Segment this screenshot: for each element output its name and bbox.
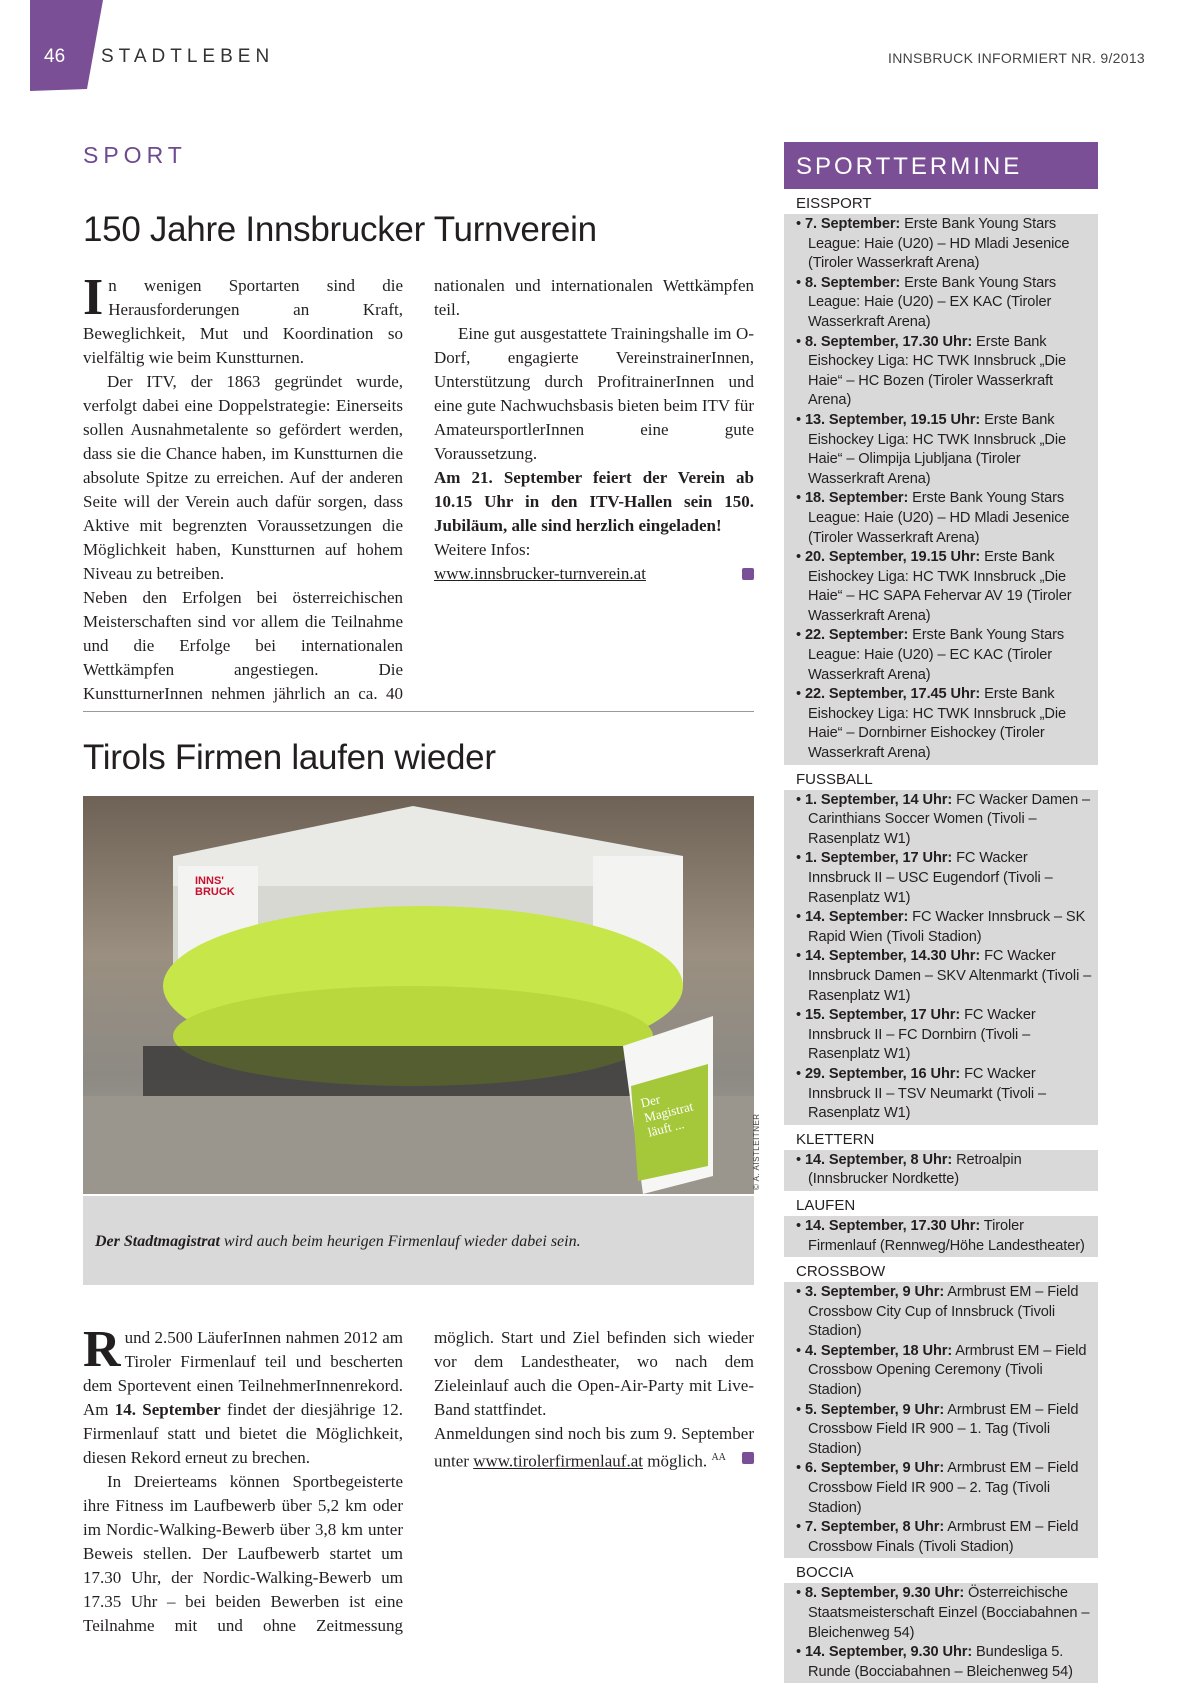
event-description: FC Wacker Innsbruck II – TSV Neumarkt (Tivoli – Rasenplatz W1) — [808, 1065, 1046, 1122]
paragraph-bold: Am 21. September feiert der Verein ab 10.15 Uhr in den ITV-Hallen sein 150. Jubiläum, alle sind herzlich eingeladen! — [434, 468, 754, 535]
bold-date: 14. September — [114, 1400, 221, 1419]
event-item: • 8. September, 9.30 Uhr: Österreichische Staatsmeisterschaft Einzel (Bocciabahnen – Bleichenweg 54) — [796, 1585, 1090, 1641]
event-item: • 1. September, 14 Uhr: FC Wacker Damen – Carinthians Soccer Women (Tivoli – Rasenplatz W1) — [796, 791, 1091, 847]
photo-sign-magistrat: Der Magistrat läuft ... — [639, 1091, 695, 1140]
event-item: • 7. September: Erste Bank Young Stars League: Haie (U20) – HD Mladi Jesenice (Tiroler Wasserkraft Arena) — [796, 216, 1070, 272]
paragraph: möglich. — [642, 1451, 708, 1471]
event-description: FC Wacker Innsbruck II – USC Eugendorf (Tivoli – Rasenplatz W1) — [808, 850, 1053, 906]
drop-cap: R — [83, 1321, 121, 1378]
photo-caption — [83, 1196, 754, 1285]
event-description: Erste Bank Young Stars League: Haie (U20) – HD Mladi Jesenice (Tiroler Wasserkraft Arena) — [808, 490, 1070, 546]
event-item: • 14. September, 8 Uhr: Retroalpin (Innsbrucker Nordkette) — [796, 1151, 1022, 1188]
event-date: 7. September, 8 Uhr: — [804, 1519, 945, 1536]
event-date: 15. September, 17 Uhr: — [804, 1007, 961, 1024]
event-date: 22. September: — [804, 627, 909, 644]
event-description: Armbrust EM – Field Crossbow Field IR 900 – 1. Tag (Tivoli Stadion) — [808, 1401, 1079, 1457]
event-date: 20. September, 19.15 Uhr: — [804, 549, 981, 566]
photo-sign-innsbruck: INNS' BRUCK — [195, 875, 235, 898]
event-date: 14. September, 17.30 Uhr: — [804, 1217, 981, 1234]
photo-credit: © A. AISTLEITNER — [752, 1113, 761, 1190]
event-date: 6. September, 9 Uhr: — [804, 1460, 945, 1477]
event-date: 7. September: — [804, 216, 901, 232]
event-item: • 1. September, 17 Uhr: FC Wacker Innsbruck II – USC Eugendorf (Tivoli – Rasenplatz W1) — [796, 850, 1053, 906]
divider — [83, 711, 754, 712]
category-heading: CROSSBOW — [796, 1263, 886, 1281]
paragraph: Anmeldungen sind noch bis zum 9. September unter — [434, 1424, 754, 1471]
event-description: Erste Bank Young Stars League: Haie (U20) – HD Mladi Jesenice (Tiroler Wasserkraft Arena) — [808, 216, 1070, 272]
event-description: FC Wacker Damen – Carinthians Soccer Women (Tivoli – Rasenplatz W1) — [808, 791, 1091, 847]
end-mark-icon — [742, 568, 754, 580]
event-description: Erste Bank Young Stars League: Haie (U20) – EX KAC (Tiroler Wasserkraft Arena) — [808, 274, 1057, 330]
event-description: Erste Bank Eishockey Liga: HC TWK Innsbruck „Die Haie“ – Dornbirner Eishockey (Tiroler Wasserkraft Arena) — [808, 686, 1066, 762]
paragraph: In Dreierteams können Sportbegeisterte ihre Fitness im Laufbewerb über 5,2 km oder im Nordic-Walking-Bewerb über 3,8 km unter Beweis stellen. Der Laufbewerb startet um 17.30 Uhr, der Nordic-Walking-Bewerb um 17.35 Uhr – bei beiden Bewerben ist eine Teilnahme mit und ohne Zeitmessung möglich. Start und Ziel befinden sich wieder vor dem Landestheater, wo nach dem Zieleinlauf auch die Open-Air-Party mit Live-Band stattfindet. — [83, 1328, 754, 1635]
event-description: Erste Bank Eishockey Liga: HC TWK Innsbruck „Die Haie“ – HC SAPA Fehervar AV 19 (Tiroler Wasserkraft Arena) — [808, 549, 1072, 624]
event-item: • 3. September, 9 Uhr: Armbrust EM – Field Crossbow City Cup of Innsbruck (Tivoli Stadion) — [796, 1284, 1079, 1340]
event-item: • 8. September, 17.30 Uhr: Erste Bank Eishockey Liga: HC TWK Innsbruck „Die Haie“ – HC Bozen (Tiroler Wasserkraft Arena) — [796, 333, 1066, 409]
paragraph: findet der diesjährige 12. Firmenlauf statt und bietet die Möglichkeit, diesen Rekord erneut zu brechen. — [83, 1400, 403, 1467]
category-heading: BOCCIA — [796, 1564, 854, 1582]
paragraph: und 2.500 LäuferInnen nahmen 2012 am Tiroler Firmenlauf teil und bescherten dem Sportevent einen TeilnehmerInnenrekord. Am — [83, 1328, 403, 1419]
event-date: 18. September: — [804, 490, 909, 507]
event-date: 14. September: — [804, 909, 909, 926]
event-item: • 7. September, 8 Uhr: Armbrust EM – Field Crossbow Finals (Tivoli Stadion) — [796, 1519, 1079, 1555]
author-initials: AA — [711, 1452, 726, 1463]
event-description: FC Wacker Innsbruck – SK Rapid Wien (Tivoli Stadion) — [808, 909, 1086, 945]
event-item: • 20. September, 19.15 Uhr: Erste Bank Eishockey Liga: HC TWK Innsbruck „Die Haie“ – HC SAPA Fehervar AV 19 (Tiroler Wasserkraft Arena) — [796, 549, 1072, 624]
paragraph: Neben den Erfolgen bei österreichischen Meisterschaften sind vor allem die Teilnahme und die Erfolge bei internationalen Wettkämpfen angestiegen. Die KunstturnerInnen nehmen jährlich an ca. 40 nationalen und internationalen Wettkämpfen teil. — [83, 276, 754, 703]
issue-label: INNSBRUCK INFORMIERT NR. 9/2013 — [888, 50, 1145, 66]
sport-events-sidebar — [784, 142, 1098, 1683]
paragraph: Eine gut ausgestattete Trainingshalle im O-Dorf, engagierte VereinstrainerInnen, Unterstützung durch ProfitrainerInnen und eine gute Nachwuchsbasis bieten beim ITV für AmateursportlerInnen eine gute Voraussetzung. — [434, 324, 754, 463]
event-date: 14. September, 14.30 Uhr: — [804, 948, 981, 965]
paragraph: Weitere Infos: — [434, 540, 531, 559]
event-item: • 8. September: Erste Bank Young Stars League: Haie (U20) – EX KAC (Tiroler Wasserkraft Arena) — [796, 274, 1057, 330]
event-description: Bundesliga 5. Runde (Bocciabahnen – Bleichenweg 54) — [808, 1644, 1073, 1680]
event-item: • 22. September: Erste Bank Young Stars League: Haie (U20) – EC KAC (Tiroler Wasserkraft Arena) — [796, 627, 1065, 683]
caption-bold: Der Stadtmagistrat — [95, 1233, 220, 1250]
event-date: 4. September, 18 Uhr: — [804, 1342, 953, 1359]
event-description: Tiroler Firmenlauf (Rennweg/Höhe Landestheater) — [808, 1217, 1085, 1254]
event-date: 5. September, 9 Uhr: — [804, 1401, 945, 1418]
category-heading: LAUFEN — [796, 1196, 856, 1214]
section-label: STADTLEBEN — [101, 46, 275, 67]
category-heading: EISSPORT — [796, 195, 872, 212]
kicker: SPORT — [83, 142, 187, 168]
event-date: 14. September, 9.30 Uhr: — [804, 1644, 973, 1661]
event-description: Erste Bank Eishockey Liga: HC TWK Innsbruck „Die Haie“ – Olimpija Ljubljana (Tiroler Wasserkraft Arena) — [808, 411, 1066, 487]
turnverein-link[interactable]: www.innsbrucker-turnverein.at — [434, 564, 646, 583]
article-body — [83, 269, 754, 706]
event-description: FC Wacker Innsbruck Damen – SKV Altenmarkt (Tivoli – Rasenplatz W1) — [808, 948, 1092, 1004]
event-description: Armbrust EM – Field Crossbow City Cup of Innsbruck (Tivoli Stadion) — [808, 1284, 1079, 1340]
event-date: 13. September, 19.15 Uhr: — [804, 411, 981, 428]
article-body — [83, 1321, 754, 1638]
firmenlauf-link[interactable]: www.tirolerfirmenlauf.at — [473, 1451, 643, 1471]
group-photo — [83, 796, 754, 1194]
event-date: 1. September, 14 Uhr: — [804, 791, 953, 808]
event-item: • 29. September, 16 Uhr: FC Wacker Innsbruck II – TSV Neumarkt (Tivoli – Rasenplatz W1) — [796, 1065, 1046, 1122]
event-item: • 22. September, 17.45 Uhr: Erste Bank Eishockey Liga: HC TWK Innsbruck „Die Haie“ – Dornbirner Eishockey (Tiroler Wasserkraft Arena) — [796, 686, 1066, 762]
event-item: • 4. September, 18 Uhr: Armbrust EM – Field Crossbow Opening Ceremony (Tivoli Stadion) — [796, 1342, 1087, 1399]
event-date: 8. September, 17.30 Uhr: — [804, 333, 973, 350]
sidebar-title: SPORTTERMINE — [784, 142, 1098, 189]
caption-text: wird auch beim heurigen Firmenlauf wieder dabei sein. — [219, 1233, 581, 1250]
event-list — [784, 1583, 1098, 1683]
event-list — [784, 1282, 1098, 1558]
event-list — [784, 1150, 1098, 1191]
event-item: • 15. September, 17 Uhr: FC Wacker Innsbruck II – FC Dornbirn (Tivoli – Rasenplatz W1) — [796, 1007, 1036, 1063]
paragraph: Der ITV, der 1863 gegründet wurde, verfolgt dabei eine Doppelstrategie: Einerseits sollen Ausnahmetalente so gefördert werden, dass sie die Chance haben, im Kunstturnen die absolute Spitze zu erreichen. Auf der anderen Seite will der Verein auch dafür sorgen, dass Aktive mit begrenzten Voraussetzungen die Möglichkeit haben, Kunstturnen auf hohem Niveau zu betreiben. — [83, 372, 403, 583]
event-date: 22. September, 17.45 Uhr: — [804, 686, 981, 703]
event-description: Armbrust EM – Field Crossbow Field IR 900 – 2. Tag (Tivoli Stadion) — [808, 1460, 1079, 1516]
event-item: • 14. September, 14.30 Uhr: FC Wacker Innsbruck Damen – SKV Altenmarkt (Tivoli – Rasenplatz W1) — [796, 948, 1092, 1004]
event-item: • 18. September: Erste Bank Young Stars League: Haie (U20) – HD Mladi Jesenice (Tiroler Wasserkraft Arena) — [796, 490, 1070, 546]
article-title: 150 Jahre Innsbrucker Turnverein — [83, 210, 597, 249]
event-date: 3. September, 9 Uhr: — [804, 1284, 945, 1301]
event-item: • 5. September, 9 Uhr: Armbrust EM – Field Crossbow Field IR 900 – 1. Tag (Tivoli Stadion) — [796, 1401, 1079, 1457]
event-item: • 14. September, 9.30 Uhr: Bundesliga 5. Runde (Bocciabahnen – Bleichenweg 54) — [796, 1644, 1073, 1680]
event-date: 8. September, 9.30 Uhr: — [804, 1585, 965, 1602]
event-date: 1. September, 17 Uhr: — [804, 850, 953, 867]
paragraph: n wenigen Sportarten sind die Herausforderungen an Kraft, Beweglichkeit, Mut und Koordination so vielfältig wie beim Kunstturnen. — [83, 276, 403, 367]
event-item: • 14. September, 17.30 Uhr: Tiroler Firmenlauf (Rennweg/Höhe Landestheater) — [796, 1217, 1085, 1254]
event-item: • 6. September, 9 Uhr: Armbrust EM – Field Crossbow Field IR 900 – 2. Tag (Tivoli Stadion) — [796, 1460, 1079, 1516]
event-date: 14. September, 8 Uhr: — [804, 1151, 953, 1168]
event-date: 29. September, 16 Uhr: — [804, 1065, 961, 1082]
drop-cap: I — [83, 269, 104, 326]
event-description: Erste Bank Eishockey Liga: HC TWK Innsbruck „Die Haie“ – HC Bozen (Tiroler Wasserkraft Arena) — [808, 333, 1066, 409]
page-number: 46 — [44, 46, 66, 67]
event-item: • 13. September, 19.15 Uhr: Erste Bank Eishockey Liga: HC TWK Innsbruck „Die Haie“ – Olimpija Ljubljana (Tiroler Wasserkraft Arena) — [796, 411, 1066, 487]
event-description: Erste Bank Young Stars League: Haie (U20) – EC KAC (Tiroler Wasserkraft Arena) — [808, 627, 1065, 683]
event-description: FC Wacker Innsbruck II – FC Dornbirn (Tivoli – Rasenplatz W1) — [808, 1007, 1036, 1063]
event-description: Österreichische Staatsmeisterschaft Einzel (Bocciabahnen – Bleichenweg 54) — [808, 1585, 1090, 1641]
event-list — [784, 214, 1098, 765]
category-heading: KLETTERN — [796, 1130, 875, 1148]
event-date: 8. September: — [804, 274, 901, 291]
event-description: Armbrust EM – Field Crossbow Opening Ceremony (Tivoli Stadion) — [808, 1342, 1087, 1399]
event-description: Armbrust EM – Field Crossbow Finals (Tivoli Stadion) — [808, 1519, 1079, 1555]
event-list — [784, 1216, 1098, 1257]
event-item: • 14. September: FC Wacker Innsbruck – SK Rapid Wien (Tivoli Stadion) — [796, 909, 1086, 945]
event-list — [784, 790, 1098, 1125]
category-heading: FUSSBALL — [796, 770, 873, 788]
article-title: Tirols Firmen laufen wieder — [83, 738, 496, 777]
end-mark-icon — [742, 1452, 754, 1464]
event-description: Retroalpin (Innsbrucker Nordkette) — [808, 1151, 1022, 1188]
